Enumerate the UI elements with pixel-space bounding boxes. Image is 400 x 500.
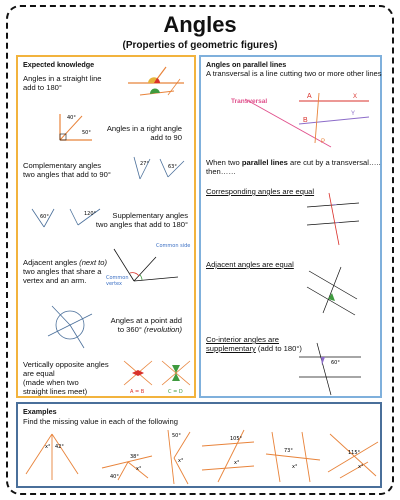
right-angle-label-b: 50° xyxy=(82,130,91,136)
example-1-angle: 42° xyxy=(55,444,64,450)
example-4 xyxy=(202,430,254,482)
supplementary-label-b: 120° xyxy=(84,211,97,217)
parallel-lines-panel xyxy=(199,55,382,398)
vertical-text-4: straight lines meet) xyxy=(23,387,88,396)
vertical-text-2: are equal xyxy=(23,369,55,378)
complementary-diagram xyxy=(128,153,188,183)
letter-a: A xyxy=(307,93,312,100)
example-2-angle-a: 38° xyxy=(130,454,139,460)
letter-b: B xyxy=(303,117,308,124)
cointerior-angle-label: 60° xyxy=(331,360,340,366)
example-2-x: x° xyxy=(136,466,142,472)
transversal-intro: A transversal is a line cutting two or more other lines xyxy=(206,69,382,78)
corresponding-diagram xyxy=(305,191,361,247)
adjacent-text-1: Adjacent angles (next to) xyxy=(23,258,108,267)
angles-at-point-diagram xyxy=(44,300,96,350)
examples-panel xyxy=(16,402,382,488)
supplementary-text-2: two angles that add to 180° xyxy=(95,220,188,229)
letter-y: Y xyxy=(351,111,356,117)
when-parallel-text: When two parallel lines are cut by a transversal….. xyxy=(206,158,381,167)
cointerior-heading-2: supplementary (add to 180°) xyxy=(206,344,302,353)
complementary-label-a: 27° xyxy=(140,161,149,167)
right-angle-text-2: add to 90 xyxy=(150,133,182,142)
adjacent-parallel-diagram xyxy=(305,263,361,319)
example-2-angle-b: 40° xyxy=(110,474,119,480)
examples-diagrams xyxy=(22,428,380,486)
page-subtitle: (Properties of geometric figures) xyxy=(122,40,278,51)
adjacent-text-2: two angles that share a xyxy=(23,267,102,276)
right-angle-text-1: Angles in a right angle xyxy=(106,124,182,133)
example-6 xyxy=(328,434,378,478)
expected-knowledge-panel xyxy=(16,55,196,398)
vertical-text-1: Vertically opposite angles xyxy=(23,360,109,369)
example-3-x: x° xyxy=(178,458,184,464)
supplementary-diagram xyxy=(26,203,106,233)
cointerior-diagram xyxy=(297,339,363,397)
example-4-angle: 105° xyxy=(230,436,243,442)
page-title: Angles xyxy=(163,12,237,37)
complementary-text-2: two angles that add to 90° xyxy=(23,170,111,179)
examples-heading: Examples xyxy=(23,407,57,416)
example-5-x: x° xyxy=(292,464,298,470)
parallel-heading: Angles on parallel lines xyxy=(206,60,287,69)
expected-heading: Expected knowledge xyxy=(23,60,95,69)
example-6-angle: 115° xyxy=(348,450,361,456)
adjacent-heading: Adjacent angles are equal xyxy=(206,260,294,269)
common-vertex-label-2: vertex xyxy=(106,281,122,287)
complementary-text-1: Complementary angles xyxy=(23,161,102,170)
transversal-label: Transversal xyxy=(231,98,268,105)
right-angle-diagram xyxy=(54,110,94,142)
straight-line-diagram xyxy=(126,65,186,97)
adjacent-text-3: vertex and an arm. xyxy=(23,276,87,285)
example-6-x: x° xyxy=(358,464,364,470)
cointerior-heading-1: Co-interior angles are xyxy=(206,335,280,344)
adjacent-diagram xyxy=(104,243,191,289)
vertical-text-3: (made when two xyxy=(23,378,79,387)
example-5-angle: 73° xyxy=(284,448,293,454)
letter-p: P xyxy=(321,139,326,145)
right-angle-label-a: 40° xyxy=(67,115,76,121)
example-3-angle: 50° xyxy=(172,433,181,439)
common-side-label: Common side xyxy=(156,243,191,249)
straight-line-text-2: add to 180° xyxy=(23,83,62,92)
supplementary-label-a: 60° xyxy=(40,214,49,220)
supplementary-text-1: Supplementary angles xyxy=(112,211,188,220)
example-3 xyxy=(168,430,190,484)
vertical-opposite-diagram xyxy=(122,357,194,395)
transversal-diagram xyxy=(231,81,361,147)
examples-instruction: Find the missing value in each of the following xyxy=(23,417,178,426)
straight-line-text-1: Angles in a straight line xyxy=(23,74,102,83)
corresponding-heading: Corresponding angles are equal xyxy=(206,187,315,196)
example-2 xyxy=(102,454,152,480)
when-parallel-text-2: then…… xyxy=(206,167,236,176)
common-vertex-label-1: Common xyxy=(106,275,129,281)
example-1-x: x° xyxy=(45,444,51,450)
vertical-eq-1: A = B xyxy=(130,389,145,395)
point-text-1: Angles at a point add xyxy=(110,316,182,325)
point-text-2: to 360° (revolution) xyxy=(117,325,182,334)
example-4-x: x° xyxy=(234,460,240,466)
letter-x: X xyxy=(353,94,358,100)
example-5 xyxy=(266,432,320,482)
example-1 xyxy=(26,434,78,480)
vertical-eq-2: C = D xyxy=(168,389,183,395)
complementary-label-b: 63° xyxy=(168,164,177,170)
